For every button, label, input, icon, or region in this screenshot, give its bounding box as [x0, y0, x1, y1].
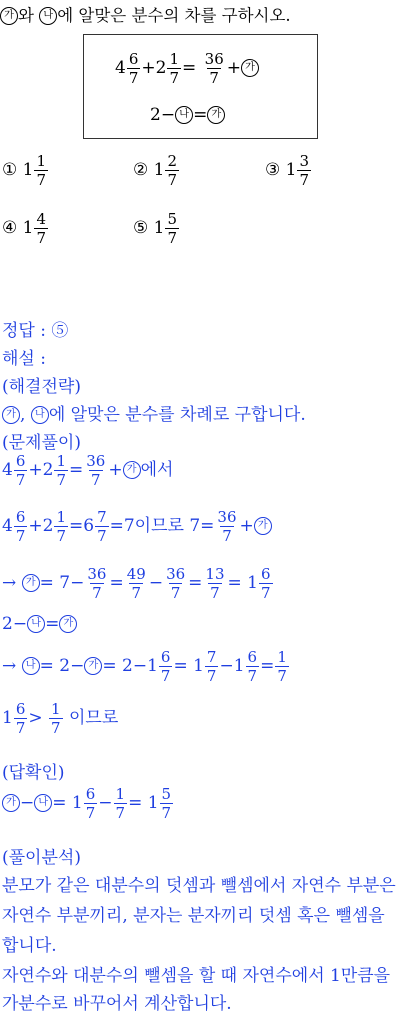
circled-ga: 가 [123, 461, 141, 479]
solve-line-4: 2− 나 = 가 [2, 614, 77, 634]
solve-line-2: 4 $\frac{6}{7}$ +2 $\frac{1}{7}$ =6 $\frac{7}{7}$ =7이므로 7= $\frac{36}{7}$ + 가 [2, 508, 272, 545]
solve-line-1: 4 $\frac{6}{7}$ +2 $\frac{1}{7}$ = $\frac{36}{7}$ + 가 에서 [2, 452, 174, 489]
circled-ga: 가 [59, 615, 77, 633]
solve-line-6: 1 $\frac{6}{7}$ > $\frac{1}{7}$ 이므로 [2, 700, 119, 737]
circled-na: 나 [39, 7, 57, 25]
analysis-line-3: 합니다. [2, 936, 57, 956]
circled-na: 나 [31, 406, 49, 424]
analysis-line-2: 자연수 부분끼리, 분자는 분자끼리 덧셈 혹은 뺄셈을 [2, 906, 385, 926]
analysis-line-4: 자연수와 대분수의 뺄셈을 할 때 자연수에서 1만큼을 [2, 966, 391, 986]
fraction: $\frac{36}{7}$ [204, 50, 224, 87]
check-line: 가 − 나 = 1 $\frac{6}{7}$ − $\frac{1}{7}$ = 1 $\frac{5}{7}$ [2, 785, 174, 822]
circled-na: 나 [175, 106, 193, 124]
analysis-title: (풀이분석) [2, 848, 81, 868]
box-line-1: 4 $\frac{6}{7}$ +2 $\frac{1}{7}$ = $\frac{36}{7}$ + 가 [115, 50, 259, 87]
choice-3[interactable]: ③ 1 $\frac{3}{7}$ [265, 152, 310, 189]
explain-label: 해설 : [2, 349, 46, 369]
circled-ga: 가 [0, 7, 18, 25]
choice-4[interactable]: ④ 1 $\frac{4}{7}$ [2, 210, 47, 247]
circled-na: 나 [22, 657, 40, 675]
strategy-text: 가 , 나 에 알맞은 분수를 차례로 구합니다. [2, 400, 306, 425]
question-text: 가 와 나 에 알맞은 분수의 차를 구하시오. [0, 2, 291, 26]
check-title: (답확인) [2, 763, 65, 783]
strategy-title: (해결전략) [2, 377, 81, 397]
circled-ga: 가 [254, 517, 272, 535]
circled-ga: 가 [2, 406, 20, 424]
analysis-line-1: 분모가 같은 대분수의 덧셈과 뺄셈에서 자연수 부분은 [2, 876, 396, 896]
fraction: $\frac{1}{7}$ [169, 50, 179, 87]
box-line-2: 2− 나 = 가 [150, 105, 225, 125]
fraction: $\frac{6}{7}$ [128, 50, 139, 87]
circled-na: 나 [27, 615, 45, 633]
solve-title: (문제풀이) [2, 433, 81, 453]
circled-ga: 가 [84, 657, 102, 675]
analysis-line-5: 가분수로 바꾸어서 계산합니다. [2, 994, 232, 1014]
answer-label: 정답 : ⑤ [2, 321, 69, 341]
solve-line-5: → 나 = 2− 가 = 2−1 $\frac{6}{7}$ = 1 $\frac{7}{7}$ −1 $\frac{6}{7}$ = $\frac{1}{7}$ [2, 648, 287, 685]
circled-ga: 가 [207, 106, 225, 124]
choice-2[interactable]: ② 1 $\frac{2}{7}$ [133, 152, 178, 189]
circled-na: 나 [34, 794, 52, 812]
solve-line-3: → 가 = 7− $\frac{36}{7}$ = $\frac{49}{7}$ − $\frac{36}{7}$ = $\frac{13}{7}$ = 1 $\frac{6}{7}$ [2, 565, 271, 602]
choice-5[interactable]: ⑤ 1 $\frac{5}{7}$ [133, 210, 178, 247]
circled-ga: 가 [241, 59, 259, 77]
choice-1[interactable]: ① 1 $\frac{1}{7}$ [2, 152, 47, 189]
circled-ga: 가 [22, 574, 40, 592]
circled-ga: 가 [2, 794, 20, 812]
